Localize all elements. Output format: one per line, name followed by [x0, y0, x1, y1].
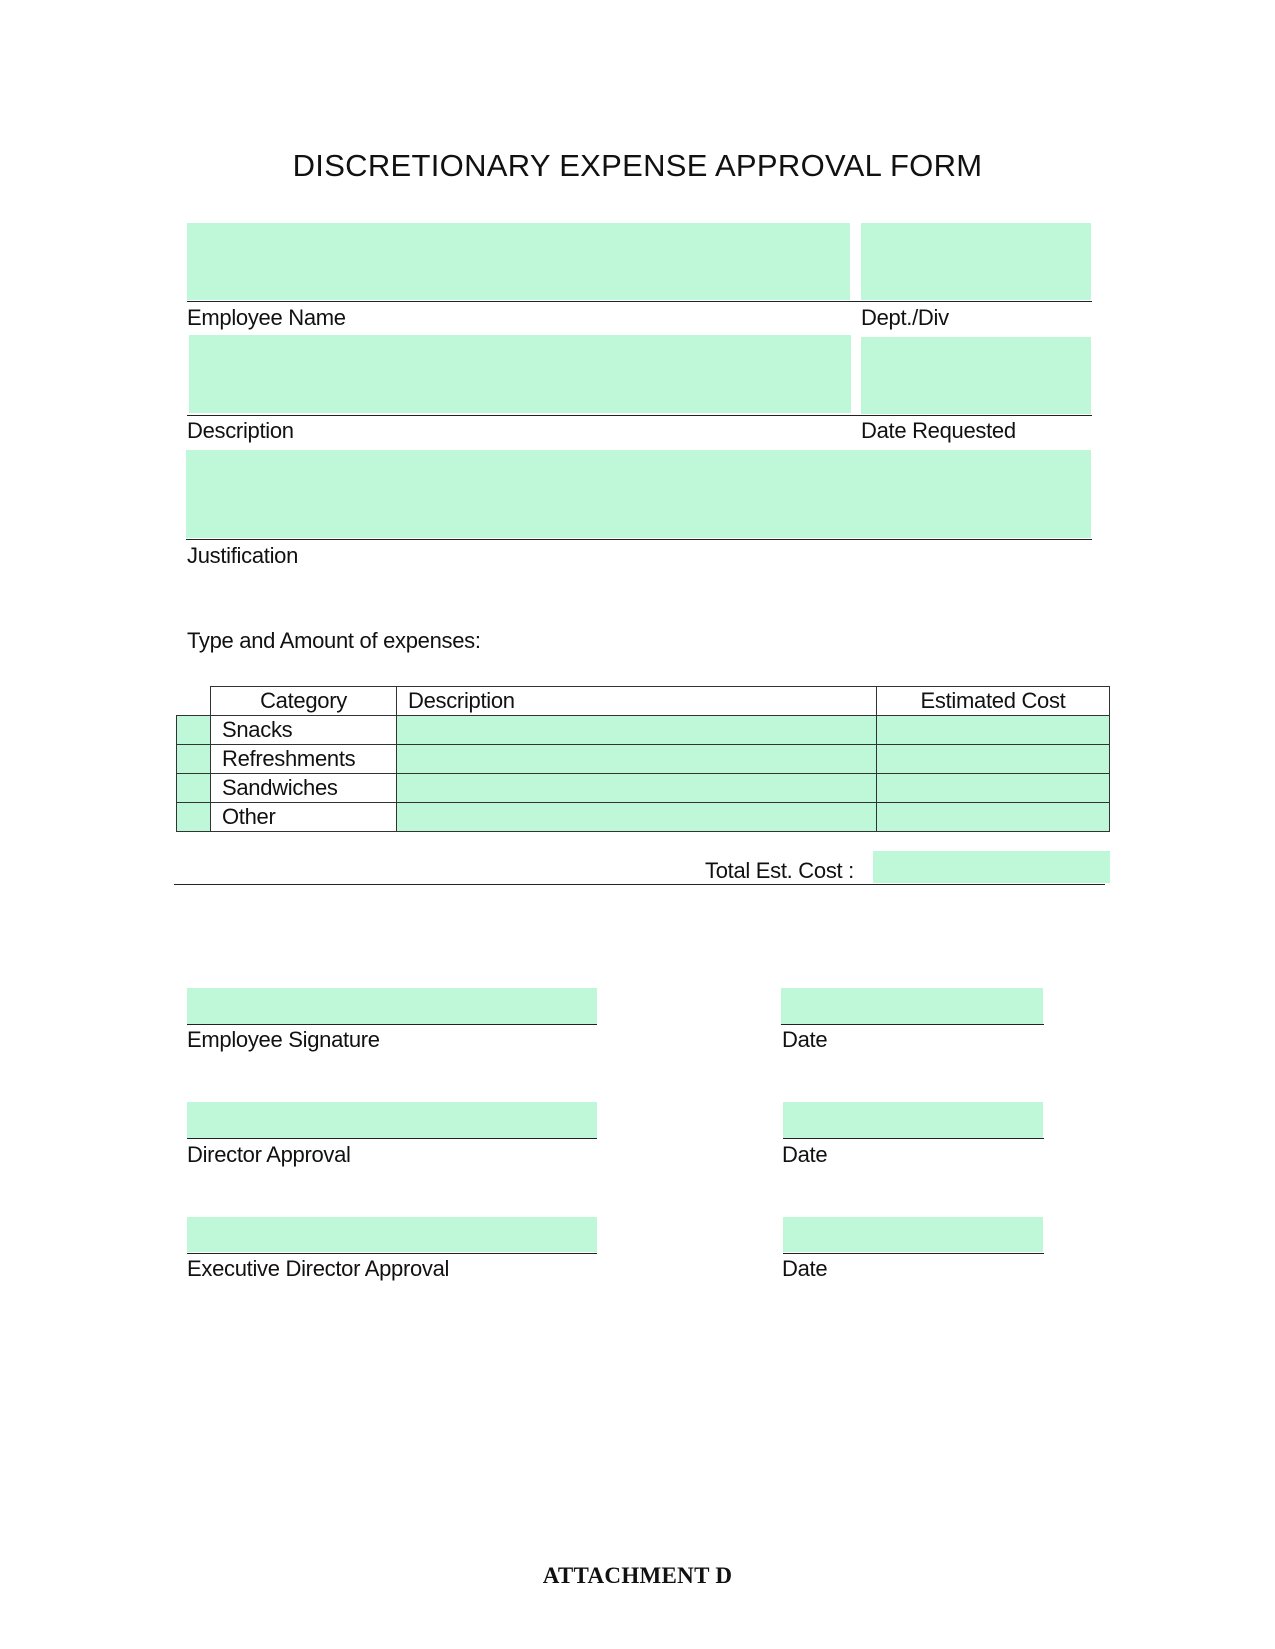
date-requested-label: Date Requested	[861, 418, 1016, 443]
table-row	[177, 716, 1110, 745]
description-input[interactable]	[189, 335, 851, 413]
employee-date-input[interactable]	[781, 988, 1043, 1024]
executive-director-approval-input[interactable]	[187, 1217, 597, 1252]
category-other: Other	[211, 803, 397, 832]
description-rule	[187, 415, 1092, 416]
refreshments-cost-input[interactable]	[877, 745, 1110, 774]
snacks-checkbox[interactable]	[177, 716, 211, 745]
director-approval-label: Director Approval	[187, 1142, 351, 1167]
executive-director-date-rule	[783, 1253, 1044, 1254]
employee-signature-input[interactable]	[187, 988, 597, 1024]
date-requested-input[interactable]	[861, 337, 1091, 414]
executive-director-date-label: Date	[782, 1256, 828, 1281]
expenses-table	[176, 686, 1110, 832]
category-header: Category	[211, 687, 397, 716]
executive-director-date-input[interactable]	[783, 1217, 1043, 1252]
director-date-label: Date	[782, 1142, 828, 1167]
sandwiches-cost-input[interactable]	[877, 774, 1110, 803]
justification-input[interactable]	[186, 450, 1091, 538]
employee-name-input[interactable]	[187, 223, 850, 300]
refreshments-checkbox[interactable]	[177, 745, 211, 774]
category-snacks: Snacks	[211, 716, 397, 745]
category-sandwiches: Sandwiches	[211, 774, 397, 803]
category-refreshments: Refreshments	[211, 745, 397, 774]
description-header: Description	[397, 687, 877, 716]
expenses-table-header	[177, 687, 1110, 716]
sandwiches-checkbox[interactable]	[177, 774, 211, 803]
employee-date-label: Date	[782, 1027, 828, 1052]
dept-div-label: Dept./Div	[861, 305, 949, 330]
other-description-input[interactable]	[397, 803, 877, 832]
attachment-footer: ATTACHMENT D	[542, 1563, 733, 1588]
refreshments-description-input[interactable]	[397, 745, 877, 774]
total-rule	[174, 884, 1105, 885]
justification-rule	[186, 539, 1092, 540]
director-date-input[interactable]	[783, 1102, 1043, 1138]
checkbox-header	[177, 687, 211, 716]
executive-director-approval-label: Executive Director Approval	[187, 1256, 450, 1281]
director-date-rule	[783, 1138, 1044, 1139]
table-row	[177, 745, 1110, 774]
employee-name-rule	[187, 301, 1092, 302]
director-approval-rule	[187, 1138, 597, 1139]
other-checkbox[interactable]	[177, 803, 211, 832]
table-row	[177, 774, 1110, 803]
employee-signature-label: Employee Signature	[187, 1027, 380, 1052]
director-approval-input[interactable]	[187, 1102, 597, 1138]
sandwiches-description-input[interactable]	[397, 774, 877, 803]
total-est-cost-label: Total Est. Cost :	[705, 858, 854, 883]
justification-label: Justification	[187, 543, 299, 568]
snacks-cost-input[interactable]	[877, 716, 1110, 745]
dept-div-input[interactable]	[861, 223, 1091, 300]
total-est-cost-input[interactable]	[873, 851, 1110, 883]
table-row	[177, 803, 1110, 832]
form-title: DISCRETIONARY EXPENSE APPROVAL FORM	[292, 148, 983, 183]
expenses-heading: Type and Amount of expenses:	[187, 628, 481, 653]
other-cost-input[interactable]	[877, 803, 1110, 832]
executive-director-approval-rule	[187, 1253, 597, 1254]
estimated-cost-header: Estimated Cost	[877, 687, 1110, 716]
snacks-description-input[interactable]	[397, 716, 877, 745]
employee-name-label: Employee Name	[187, 305, 346, 330]
description-label: Description	[187, 418, 294, 443]
employee-date-rule	[781, 1024, 1044, 1025]
employee-signature-rule	[187, 1024, 597, 1025]
